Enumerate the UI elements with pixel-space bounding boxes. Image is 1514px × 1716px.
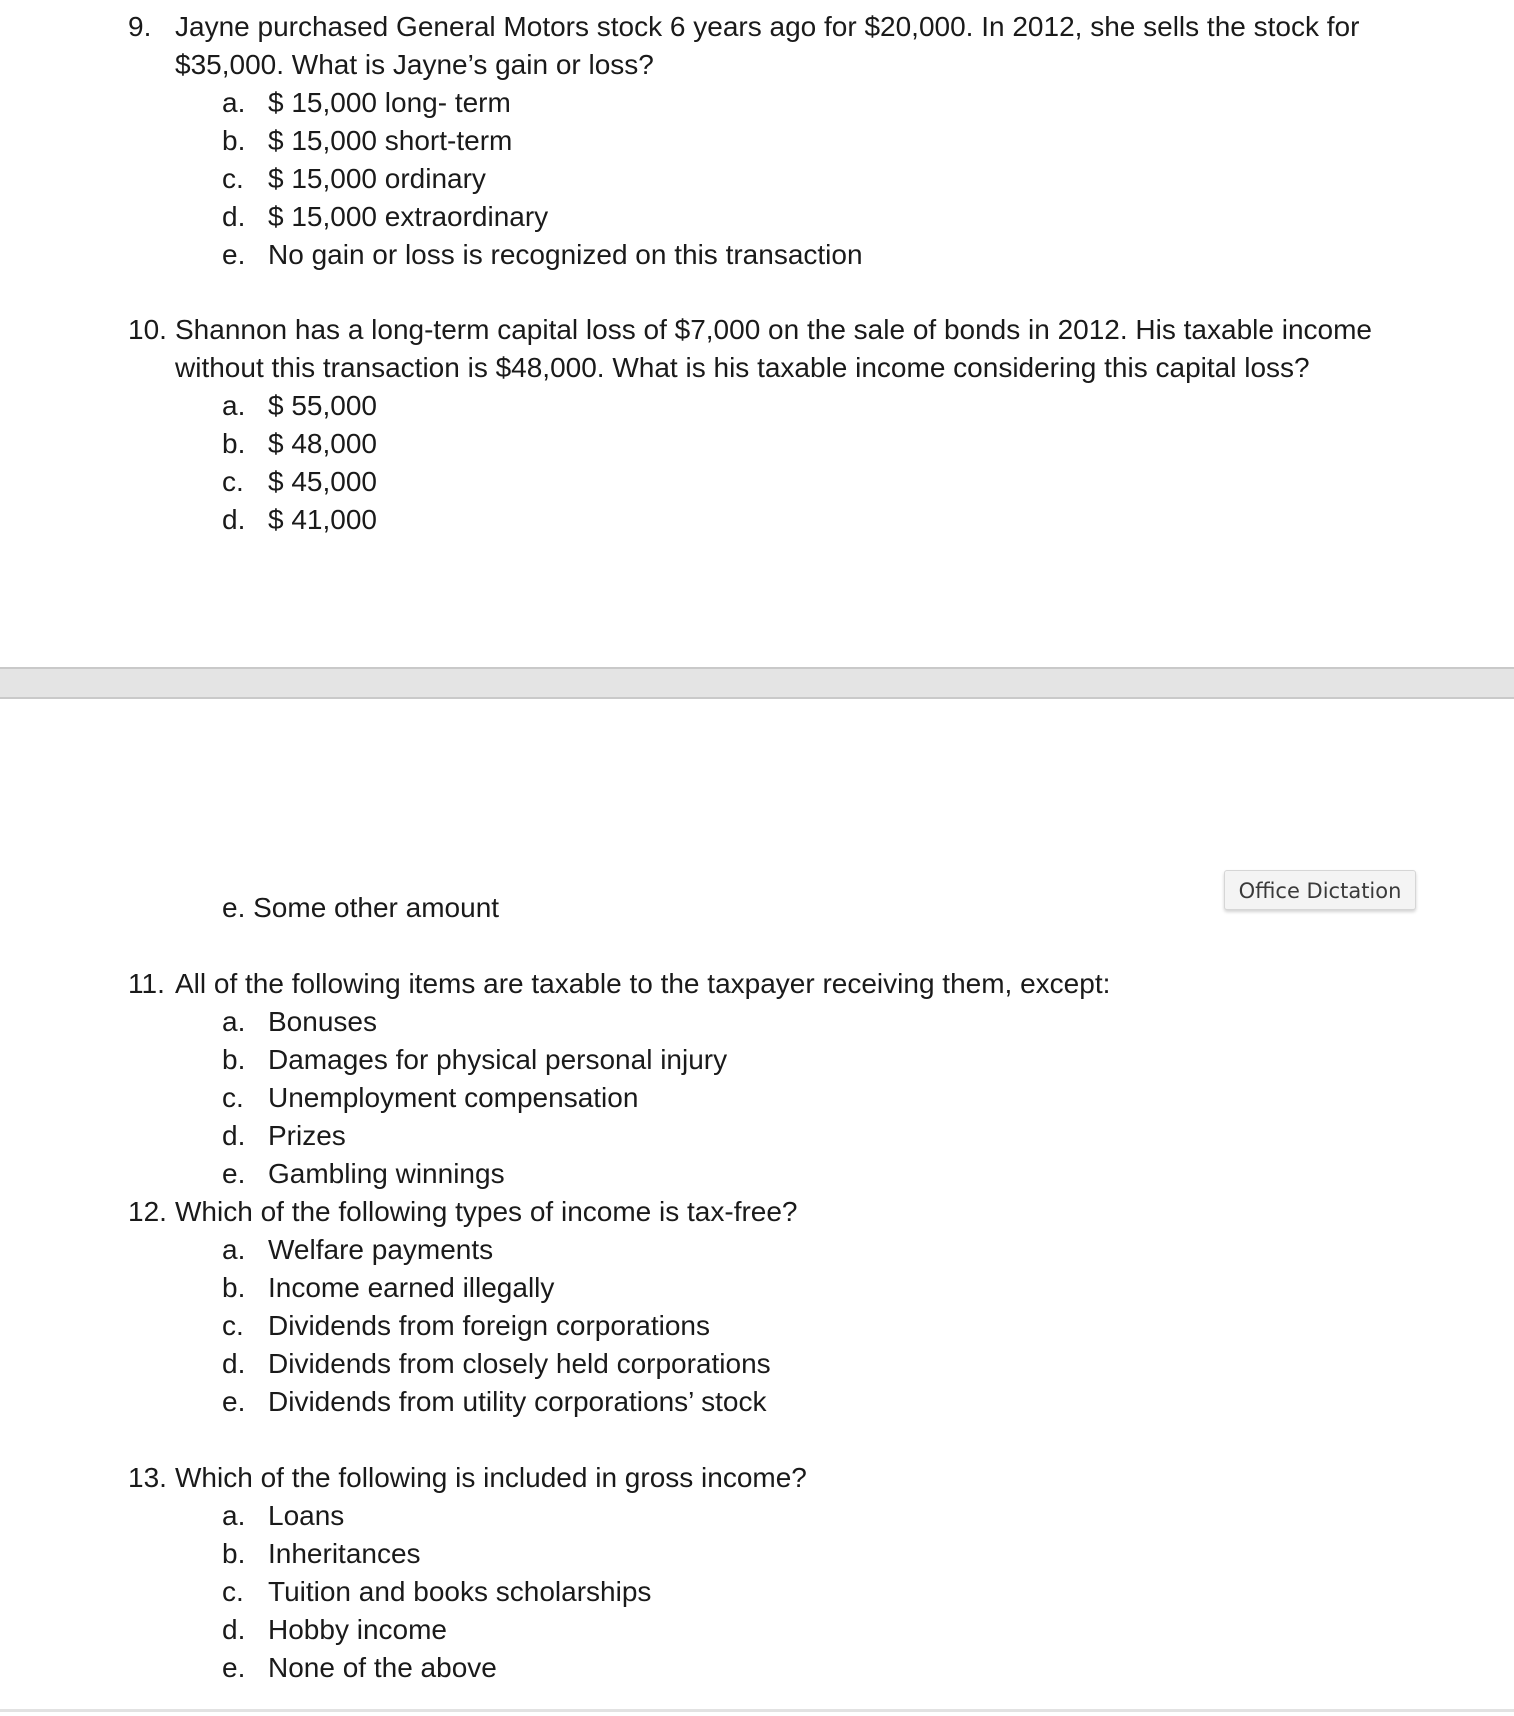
option-text: Income earned illegally <box>268 1272 555 1303</box>
option-a <box>128 387 1418 425</box>
answer-options <box>128 84 1418 274</box>
option-d <box>128 1117 1418 1155</box>
question-12 <box>128 1193 1418 1421</box>
option-b <box>128 122 1418 160</box>
option-c <box>128 1079 1418 1117</box>
question-number: 10. <box>128 314 167 345</box>
option-e-continued: e. Some other amount <box>222 892 500 923</box>
option-text: $ 48,000 <box>268 428 377 459</box>
option-letter: e. <box>222 239 246 270</box>
question-text: Shannon has a long-term capital loss of $7,000 on the sale of bonds in 2012. His taxable income without this transaction is $48,000. What is his taxable income considering this capital loss? <box>175 314 1372 383</box>
option-letter: c. <box>222 163 244 194</box>
option-letter: c. <box>222 1082 244 1113</box>
option-text: None of the above <box>268 1652 497 1683</box>
option-letter: d. <box>222 201 246 232</box>
option-text: $ 15,000 ordinary <box>268 163 486 194</box>
answer-options <box>128 1497 1418 1687</box>
option-text: Damages for physical personal injury <box>268 1044 728 1075</box>
option-text: Inheritances <box>268 1538 421 1569</box>
option-d <box>128 198 1418 236</box>
question-number: 12. <box>128 1196 167 1227</box>
option-text: Unemployment compensation <box>268 1082 639 1113</box>
option-letter: a. <box>222 1234 246 1265</box>
option-b <box>128 1041 1418 1079</box>
option-text: Prizes <box>268 1120 346 1151</box>
option-text: Dividends from utility corporations’ stock <box>268 1386 767 1417</box>
question-10 <box>128 311 1418 539</box>
option-b <box>128 1269 1418 1307</box>
option-text: Hobby income <box>268 1614 447 1645</box>
page-bottom-edge <box>0 1709 1514 1712</box>
option-letter: d. <box>222 1614 246 1645</box>
option-d <box>128 1345 1418 1383</box>
question-text: Jayne purchased General Motors stock 6 years ago for $20,000. In 2012, she sells the stock for $35,000. What is Jayne’s gain or loss? <box>175 11 1360 80</box>
option-d <box>128 501 1418 539</box>
option-letter: b. <box>222 1272 246 1303</box>
question-9 <box>128 8 1418 274</box>
option-e <box>128 1649 1418 1687</box>
answer-options <box>128 1231 1418 1421</box>
option-letter: c. <box>222 1576 244 1607</box>
option-text: Dividends from closely held corporations <box>268 1348 771 1379</box>
option-letter: d. <box>222 1348 246 1379</box>
question-11 <box>128 965 1418 1193</box>
option-text: $ 15,000 extraordinary <box>268 201 549 232</box>
option-a <box>128 1231 1418 1269</box>
option-text: No gain or loss is recognized on this transaction <box>268 239 863 270</box>
option-letter: d. <box>222 1120 246 1151</box>
question-text: All of the following items are taxable to the taxpayer receiving them, except: <box>175 968 1111 999</box>
option-text: Loans <box>268 1500 345 1531</box>
option-text: $ 15,000 long- term <box>268 87 511 118</box>
option-a <box>128 1003 1418 1041</box>
question-text: Which of the following types of income is tax-free? <box>175 1196 798 1227</box>
option-a <box>128 1497 1418 1535</box>
option-text: Dividends from foreign corporations <box>268 1310 710 1341</box>
option-letter: e. <box>222 1158 246 1189</box>
option-e <box>128 1383 1418 1421</box>
option-b <box>128 1535 1418 1573</box>
option-e <box>128 236 1418 274</box>
option-letter: a. <box>222 1006 246 1037</box>
option-c <box>128 1307 1418 1345</box>
answer-options <box>128 387 1418 539</box>
option-letter: a. <box>222 1500 246 1531</box>
option-a <box>128 84 1418 122</box>
option-text: $ 55,000 <box>268 390 377 421</box>
option-c <box>128 463 1418 501</box>
question-text: Which of the following is included in gross income? <box>175 1462 807 1493</box>
option-letter: e. <box>222 1652 246 1683</box>
option-text: Welfare payments <box>268 1234 494 1265</box>
option-text: $ 41,000 <box>268 504 377 535</box>
option-letter: b. <box>222 125 246 156</box>
office-dictation-button[interactable]: Office Dictation <box>1224 870 1416 910</box>
option-letter: a. <box>222 390 246 421</box>
option-e <box>128 1155 1418 1193</box>
option-letter: b. <box>222 1538 246 1569</box>
option-d <box>128 1611 1418 1649</box>
option-text: $ 15,000 short-term <box>268 125 513 156</box>
option-text: Tuition and books scholarships <box>268 1576 652 1607</box>
question-number: 9. <box>128 11 152 42</box>
question-number: 13. <box>128 1462 167 1493</box>
question-number: 11. <box>128 968 165 999</box>
option-c <box>128 160 1418 198</box>
answer-options <box>128 1003 1418 1193</box>
option-c <box>128 1573 1418 1611</box>
option-text: Gambling winnings <box>268 1158 505 1189</box>
option-letter: e. <box>222 1386 246 1417</box>
option-letter: c. <box>222 1310 244 1341</box>
option-letter: b. <box>222 428 246 459</box>
option-letter: d. <box>222 504 246 535</box>
option-letter: a. <box>222 87 246 118</box>
question-13 <box>128 1459 1418 1687</box>
page-separator <box>0 667 1514 699</box>
option-text: Bonuses <box>268 1006 377 1037</box>
option-text: $ 45,000 <box>268 466 377 497</box>
option-letter: b. <box>222 1044 246 1075</box>
option-b <box>128 425 1418 463</box>
option-letter: c. <box>222 466 244 497</box>
